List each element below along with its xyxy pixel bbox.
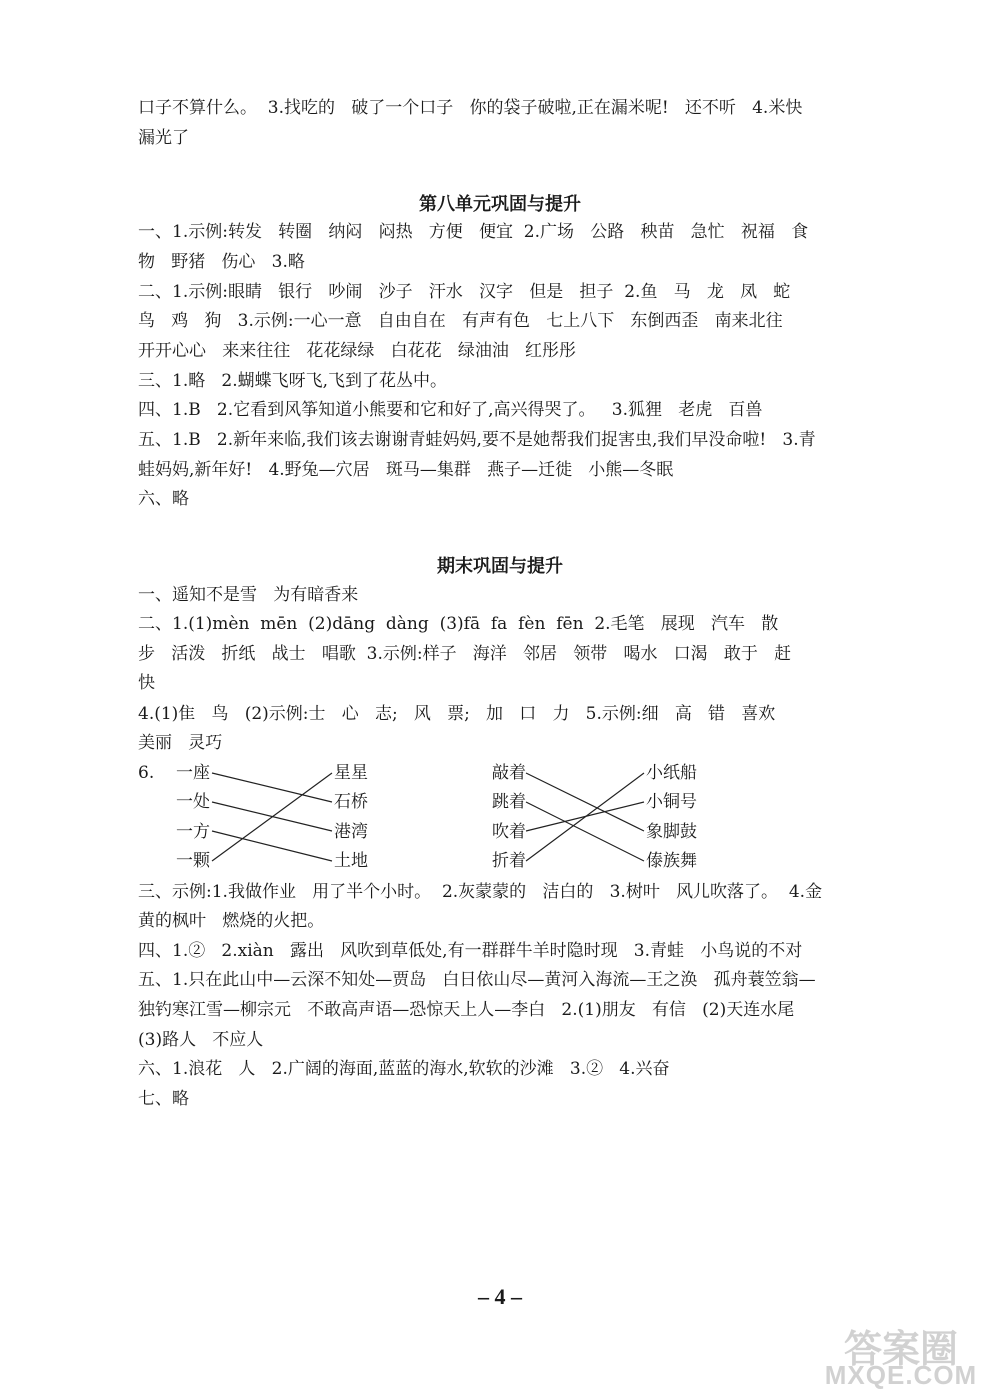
final-line: 黄的枫叶 燃烧的火把。 [138,911,325,931]
unit8-line: 鸟 鸡 狗 3.示例:一心一意 自由自在 有声有色 七上八下 东倒西歪 南来北往 [138,311,783,331]
match-line [212,773,332,861]
unit8-line: 三、1.略 2.蝴蝶飞呀飞,飞到了花丛中。 [138,371,448,391]
unit8-line: 物 野猪 伤心 3.略 [138,252,305,272]
match-right-item: 石桥 [334,792,368,812]
final-line: 三、示例:1.我做作业 用了半个小时。 2.灰蒙蒙的 洁白的 3.树叶 风儿吹落了。 4.金 [138,882,823,902]
final-line: 七、略 [138,1089,189,1109]
final-line: (3)路人 不应人 [138,1030,264,1050]
match-left-item: 跳着 [492,792,526,812]
match-left-item: 吹着 [492,822,526,842]
match-right-item: 星星 [334,763,368,783]
match-line [526,773,644,831]
section-title-unit8: 第八单元巩固与提升 [419,194,581,215]
final-line: 四、1.② 2.xiàn 露出 风吹到草低处,有一群群牛羊时隐时现 3.青蛙 小鸟说的不对 [138,941,803,961]
unit8-line: 五、1.B 2.新年来临,我们该去谢谢青蛙妈妈,要不是她帮我们捉害虫,我们早没命啦! 3.青 [138,430,816,450]
match-right-item: 土地 [334,851,368,871]
unit8-line: 六、略 [138,489,189,509]
watermark-url: MXQE.COM [824,1360,978,1390]
section-title-final: 期末巩固与提升 [437,556,563,577]
match-right-item: 小纸船 [646,763,697,783]
unit8-line: 一、1.示例:转发 转圈 纳闷 闷热 方便 便宜 2.广场 公路 秧苗 急忙 祝福 食 [138,222,809,242]
unit8-line: 二、1.示例:眼睛 银行 吵闹 沙子 汗水 汉字 但是 担子 2.鱼 马 龙 凤 蛇 [138,282,791,302]
final-line: 快 [138,673,155,693]
match-line [526,773,644,861]
page-number: – 4 – [478,1284,522,1309]
unit8-line: 蛙妈妈,新年好! 4.野兔—穴居 斑马—集群 燕子—迁徙 小熊—冬眠 [138,460,674,480]
match-line [526,802,644,861]
text-line-top-1: 口子不算什么。 3.找吃的 破了一个口子 你的袋子破啦,正在漏米呢! 还不听 4.米快 [138,98,803,118]
match-line [212,773,332,802]
final-line: 4.(1)隹 鸟 (2)示例:士 心 志; 风 票; 加 口 力 5.示例:细 高 错 喜欢 [138,704,776,724]
match-left-item: 一颗 [176,851,210,871]
match-left-item: 一处 [176,792,210,812]
unit8-line: 开开心心 来来往往 花花绿绿 白花花 绿油油 红彤彤 [138,341,577,361]
match-left-item: 敲着 [492,763,526,783]
text-line-top-2: 漏光了 [138,128,189,148]
final-line: 一、遥知不是雪 为有暗香来 [138,585,359,605]
match-right-item: 港湾 [334,822,368,842]
matching-number: 6. [138,763,155,783]
match-right-item: 象脚鼓 [646,822,697,842]
unit8-line: 四、1.B 2.它看到风筝知道小熊要和它和好了,高兴得哭了。 3.狐狸 老虎 百兽 [138,400,763,420]
final-line: 步 活泼 折纸 战士 唱歌 3.示例:样子 海洋 邻居 领带 喝水 口渴 敢于 赶 [138,644,792,664]
final-line: 二、1.(1)mèn mēn (2)dāng dàng (3)fā fa fèn fēn 2.毛笔 展现 汽车 散 [138,614,779,634]
match-line [212,831,332,861]
final-line: 六、1.浪花 人 2.广阔的海面,蓝蓝的海水,软软的沙滩 3.② 4.兴奋 [138,1059,670,1079]
watermark-logo [806,1318,996,1394]
final-line: 独钓寒江雪—柳宗元 不敢高声语—恐惊天上人—李白 2.(1)朋友 有信 (2)天连水尾 [138,1000,795,1020]
match-left-item: 一方 [176,822,210,842]
watermark-logo-text: 答案圈 [843,1327,958,1371]
match-right-item: 小铜号 [646,792,697,812]
final-line: 美丽 灵巧 [138,733,223,753]
match-left-item: 一座 [176,763,210,783]
final-line: 五、1.只在此山中—云深不知处—贾岛 白日依山尽—黄河入海流—王之涣 孤舟蓑笠翁— [138,970,816,990]
match-right-item: 傣族舞 [646,851,697,871]
match-left-item: 折着 [492,851,526,871]
